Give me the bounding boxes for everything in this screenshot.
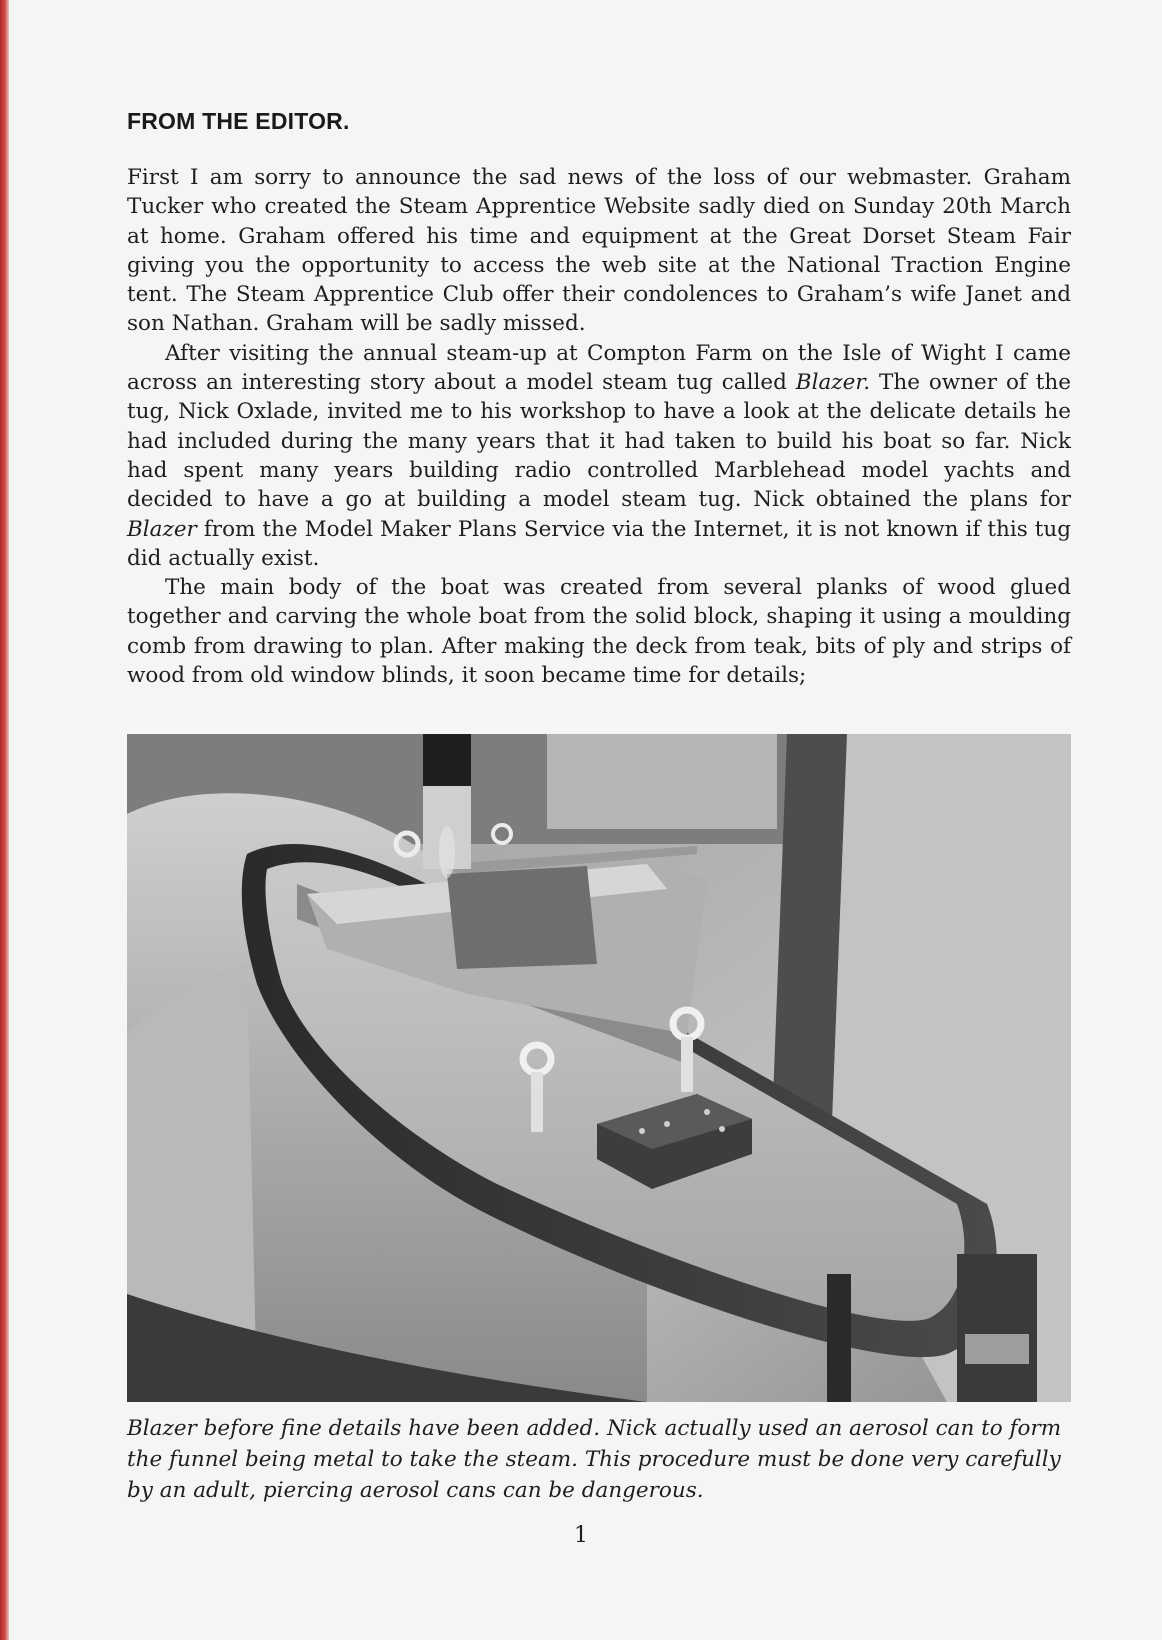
paragraph-2-boat-name: Blazer.	[795, 370, 871, 396]
paragraph-1: First I am sorry to announce the sad news of the loss of our webmaster. Graham Tucker who created the Steam Apprentice Website sadly died on Sunday 20th March at home. Graham offered his time and equipment at the Great Dorset Steam Fair giving you the opportunity to access the web site at the National Traction Engine tent. The Steam Apprentice Club offer their condolences to Graham’s wife Janet and son Nathan. Graham will be sadly missed.	[127, 165, 1071, 337]
paragraph-2-text-b: The owner of the tug, Nick Oxlade, invited me to his workshop to have a look at the delicate details he had included during the many years that it had taken to build his boat so far. Nick had spent many years building radio controlled Marblehead model yachts and decided to have a go at building a model steam tug. Nick obtained the plans for	[127, 370, 1071, 513]
page-number: 1	[574, 1523, 588, 1548]
red-binding-edge	[0, 0, 9, 1640]
paragraph-2-text-c: from the Model Maker Plans Service via the Internet, it is not known if this tug did actually exist.	[127, 516, 1071, 571]
article-heading: FROM THE EDITOR.	[127, 108, 350, 134]
paragraph-2-text-a: After visiting the annual steam-up at Compton Farm on the Isle of Wight I came across an interesting story about a model steam tug called	[127, 340, 1071, 396]
paragraph-2	[127, 339, 1071, 573]
paragraph-3: The main body of the boat was created from several planks of wood glued together and carving the whole boat from the solid block, shaping it using a moulding comb from drawing to plan. After making the deck from teak, bits of ply and strips of wood from old window blinds, it soon became time for details;	[127, 575, 1071, 689]
photo-caption: Blazer before fine details have been added. Nick actually used an aerosol can to form the funnel being metal to take the steam. This procedure must be done very carefully by an adult, piercing aerosol cans can be dangerous.	[127, 1416, 1062, 1503]
article	[127, 108, 1071, 690]
paragraph-2-boat-name-2: Blazer	[127, 516, 197, 542]
tug-boat-photo	[127, 734, 1071, 1402]
